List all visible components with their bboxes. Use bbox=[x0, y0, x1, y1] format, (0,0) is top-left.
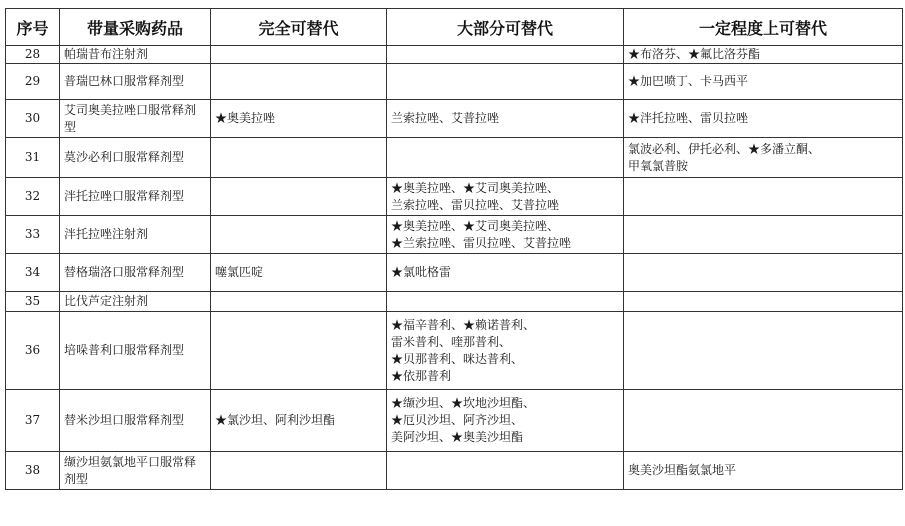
row-procured-drug: 帕瑞昔布注射剂 bbox=[60, 46, 211, 64]
table-row bbox=[6, 100, 903, 138]
row-serial-number: 29 bbox=[6, 64, 60, 100]
mostly-substitutable-line: ★依那普利 bbox=[391, 368, 452, 383]
row-mostly-substitutable bbox=[387, 390, 624, 452]
row-serial-number: 38 bbox=[6, 452, 60, 490]
row-serial-number: 37 bbox=[6, 390, 60, 452]
row-serial-number: 33 bbox=[6, 216, 60, 254]
row-procured-drug: 比伐芦定注射剂 bbox=[60, 292, 211, 312]
partially-substitutable-line: 甲氧氯普胺 bbox=[628, 158, 689, 173]
header-mostly-substitutable: 大部分可替代 bbox=[387, 9, 624, 46]
mostly-substitutable-line: ★厄贝沙坦、阿齐沙坦、 bbox=[391, 413, 524, 427]
row-fully-substitutable: 噻氯匹啶 bbox=[211, 254, 387, 292]
partially-substitutable-line: ★布洛芬、★氟比洛芬酯 bbox=[628, 47, 761, 61]
mostly-substitutable-line: ★兰索拉唑、雷贝拉唑、艾普拉唑 bbox=[391, 235, 572, 250]
table-row bbox=[6, 254, 903, 292]
drug-substitution-table bbox=[5, 8, 903, 490]
row-procured-drug: 泮托拉唑注射剂 bbox=[60, 216, 211, 254]
row-mostly-substitutable bbox=[387, 254, 624, 292]
row-serial-number: 28 bbox=[6, 46, 60, 64]
row-mostly-substitutable bbox=[387, 138, 624, 178]
header-fully-substitutable: 完全可替代 bbox=[211, 9, 387, 46]
row-serial-number: 36 bbox=[6, 312, 60, 390]
row-partially-substitutable bbox=[624, 390, 903, 452]
mostly-substitutable-line: 兰索拉唑、艾普拉唑 bbox=[391, 111, 500, 125]
table-header-row bbox=[6, 9, 903, 46]
row-partially-substitutable bbox=[624, 254, 903, 292]
row-serial-number: 31 bbox=[6, 138, 60, 178]
row-fully-substitutable: ★氯沙坦、阿利沙坦酯 bbox=[211, 390, 387, 452]
mostly-substitutable-line: ★奥美拉唑、★艾司奥美拉唑、 bbox=[391, 218, 560, 233]
row-partially-substitutable bbox=[624, 292, 903, 312]
row-serial-number: 35 bbox=[6, 292, 60, 312]
row-partially-substitutable bbox=[624, 452, 903, 490]
header-serial-number: 序号 bbox=[6, 9, 60, 46]
row-fully-substitutable bbox=[211, 138, 387, 178]
partially-substitutable-line: ★泮托拉唑、雷贝拉唑 bbox=[628, 111, 749, 125]
mostly-substitutable-line: ★氯吡格雷 bbox=[391, 265, 452, 279]
table-row bbox=[6, 46, 903, 64]
table-body bbox=[6, 46, 903, 490]
row-mostly-substitutable bbox=[387, 312, 624, 390]
row-procured-drug: 替米沙坦口服常释剂型 bbox=[60, 390, 211, 452]
row-partially-substitutable bbox=[624, 312, 903, 390]
table-row bbox=[6, 64, 903, 100]
row-procured-drug: 替格瑞洛口服常释剂型 bbox=[60, 254, 211, 292]
mostly-substitutable-line: 美阿沙坦、★奥美沙坦酯 bbox=[391, 430, 524, 444]
row-mostly-substitutable bbox=[387, 46, 624, 64]
row-fully-substitutable: ★奥美拉唑 bbox=[211, 100, 387, 138]
row-partially-substitutable bbox=[624, 216, 903, 254]
header-procured-drug: 带量采购药品 bbox=[60, 9, 211, 46]
mostly-substitutable-line: 兰索拉唑、雷贝拉唑、艾普拉唑 bbox=[391, 197, 560, 212]
table-row bbox=[6, 216, 903, 254]
row-fully-substitutable bbox=[211, 178, 387, 216]
row-procured-drug: 莫沙必利口服常释剂型 bbox=[60, 138, 211, 178]
row-partially-substitutable bbox=[624, 64, 903, 100]
table-row bbox=[6, 178, 903, 216]
table-row bbox=[6, 312, 903, 390]
partially-substitutable-line: 奥美沙坦酯氨氯地平 bbox=[628, 463, 737, 477]
mostly-substitutable-line: ★缬沙坦、★坎地沙坦酯、 bbox=[391, 396, 536, 410]
drug-substitution-table-container bbox=[5, 8, 902, 490]
table-row bbox=[6, 138, 903, 178]
row-serial-number: 30 bbox=[6, 100, 60, 138]
row-mostly-substitutable bbox=[387, 216, 624, 254]
row-fully-substitutable bbox=[211, 216, 387, 254]
row-fully-substitutable bbox=[211, 46, 387, 64]
row-fully-substitutable bbox=[211, 292, 387, 312]
row-fully-substitutable bbox=[211, 452, 387, 490]
row-partially-substitutable bbox=[624, 100, 903, 138]
row-mostly-substitutable bbox=[387, 292, 624, 312]
row-mostly-substitutable bbox=[387, 64, 624, 100]
table-row bbox=[6, 390, 903, 452]
table-row bbox=[6, 292, 903, 312]
row-procured-drug: 泮托拉唑口服常释剂型 bbox=[60, 178, 211, 216]
mostly-substitutable-line: ★贝那普利、咪达普利、 bbox=[391, 351, 524, 366]
row-procured-drug: 缬沙坦氨氯地平口服常释剂型 bbox=[60, 452, 211, 490]
table-row bbox=[6, 452, 903, 490]
row-serial-number: 32 bbox=[6, 178, 60, 216]
row-procured-drug: 普瑞巴林口服常释剂型 bbox=[60, 64, 211, 100]
row-procured-drug: 培哚普利口服常释剂型 bbox=[60, 312, 211, 390]
row-fully-substitutable bbox=[211, 312, 387, 390]
row-partially-substitutable bbox=[624, 178, 903, 216]
row-mostly-substitutable bbox=[387, 178, 624, 216]
row-partially-substitutable bbox=[624, 138, 903, 178]
partially-substitutable-line: ★加巴喷丁、卡马西平 bbox=[628, 74, 749, 88]
row-mostly-substitutable bbox=[387, 100, 624, 138]
row-procured-drug: 艾司奥美拉唑口服常释剂型 bbox=[60, 100, 211, 138]
row-serial-number: 34 bbox=[6, 254, 60, 292]
header-partially-substitutable: 一定程度上可替代 bbox=[624, 9, 903, 46]
row-partially-substitutable bbox=[624, 46, 903, 64]
row-mostly-substitutable bbox=[387, 452, 624, 490]
partially-substitutable-line: 氯波必利、伊托必利、★多潘立酮、 bbox=[628, 141, 821, 156]
mostly-substitutable-line: ★奥美拉唑、★艾司奥美拉唑、 bbox=[391, 180, 560, 195]
mostly-substitutable-line: 雷米普利、喹那普利、 bbox=[391, 334, 512, 349]
row-fully-substitutable bbox=[211, 64, 387, 100]
mostly-substitutable-line: ★福辛普利、★赖诺普利、 bbox=[391, 317, 536, 332]
